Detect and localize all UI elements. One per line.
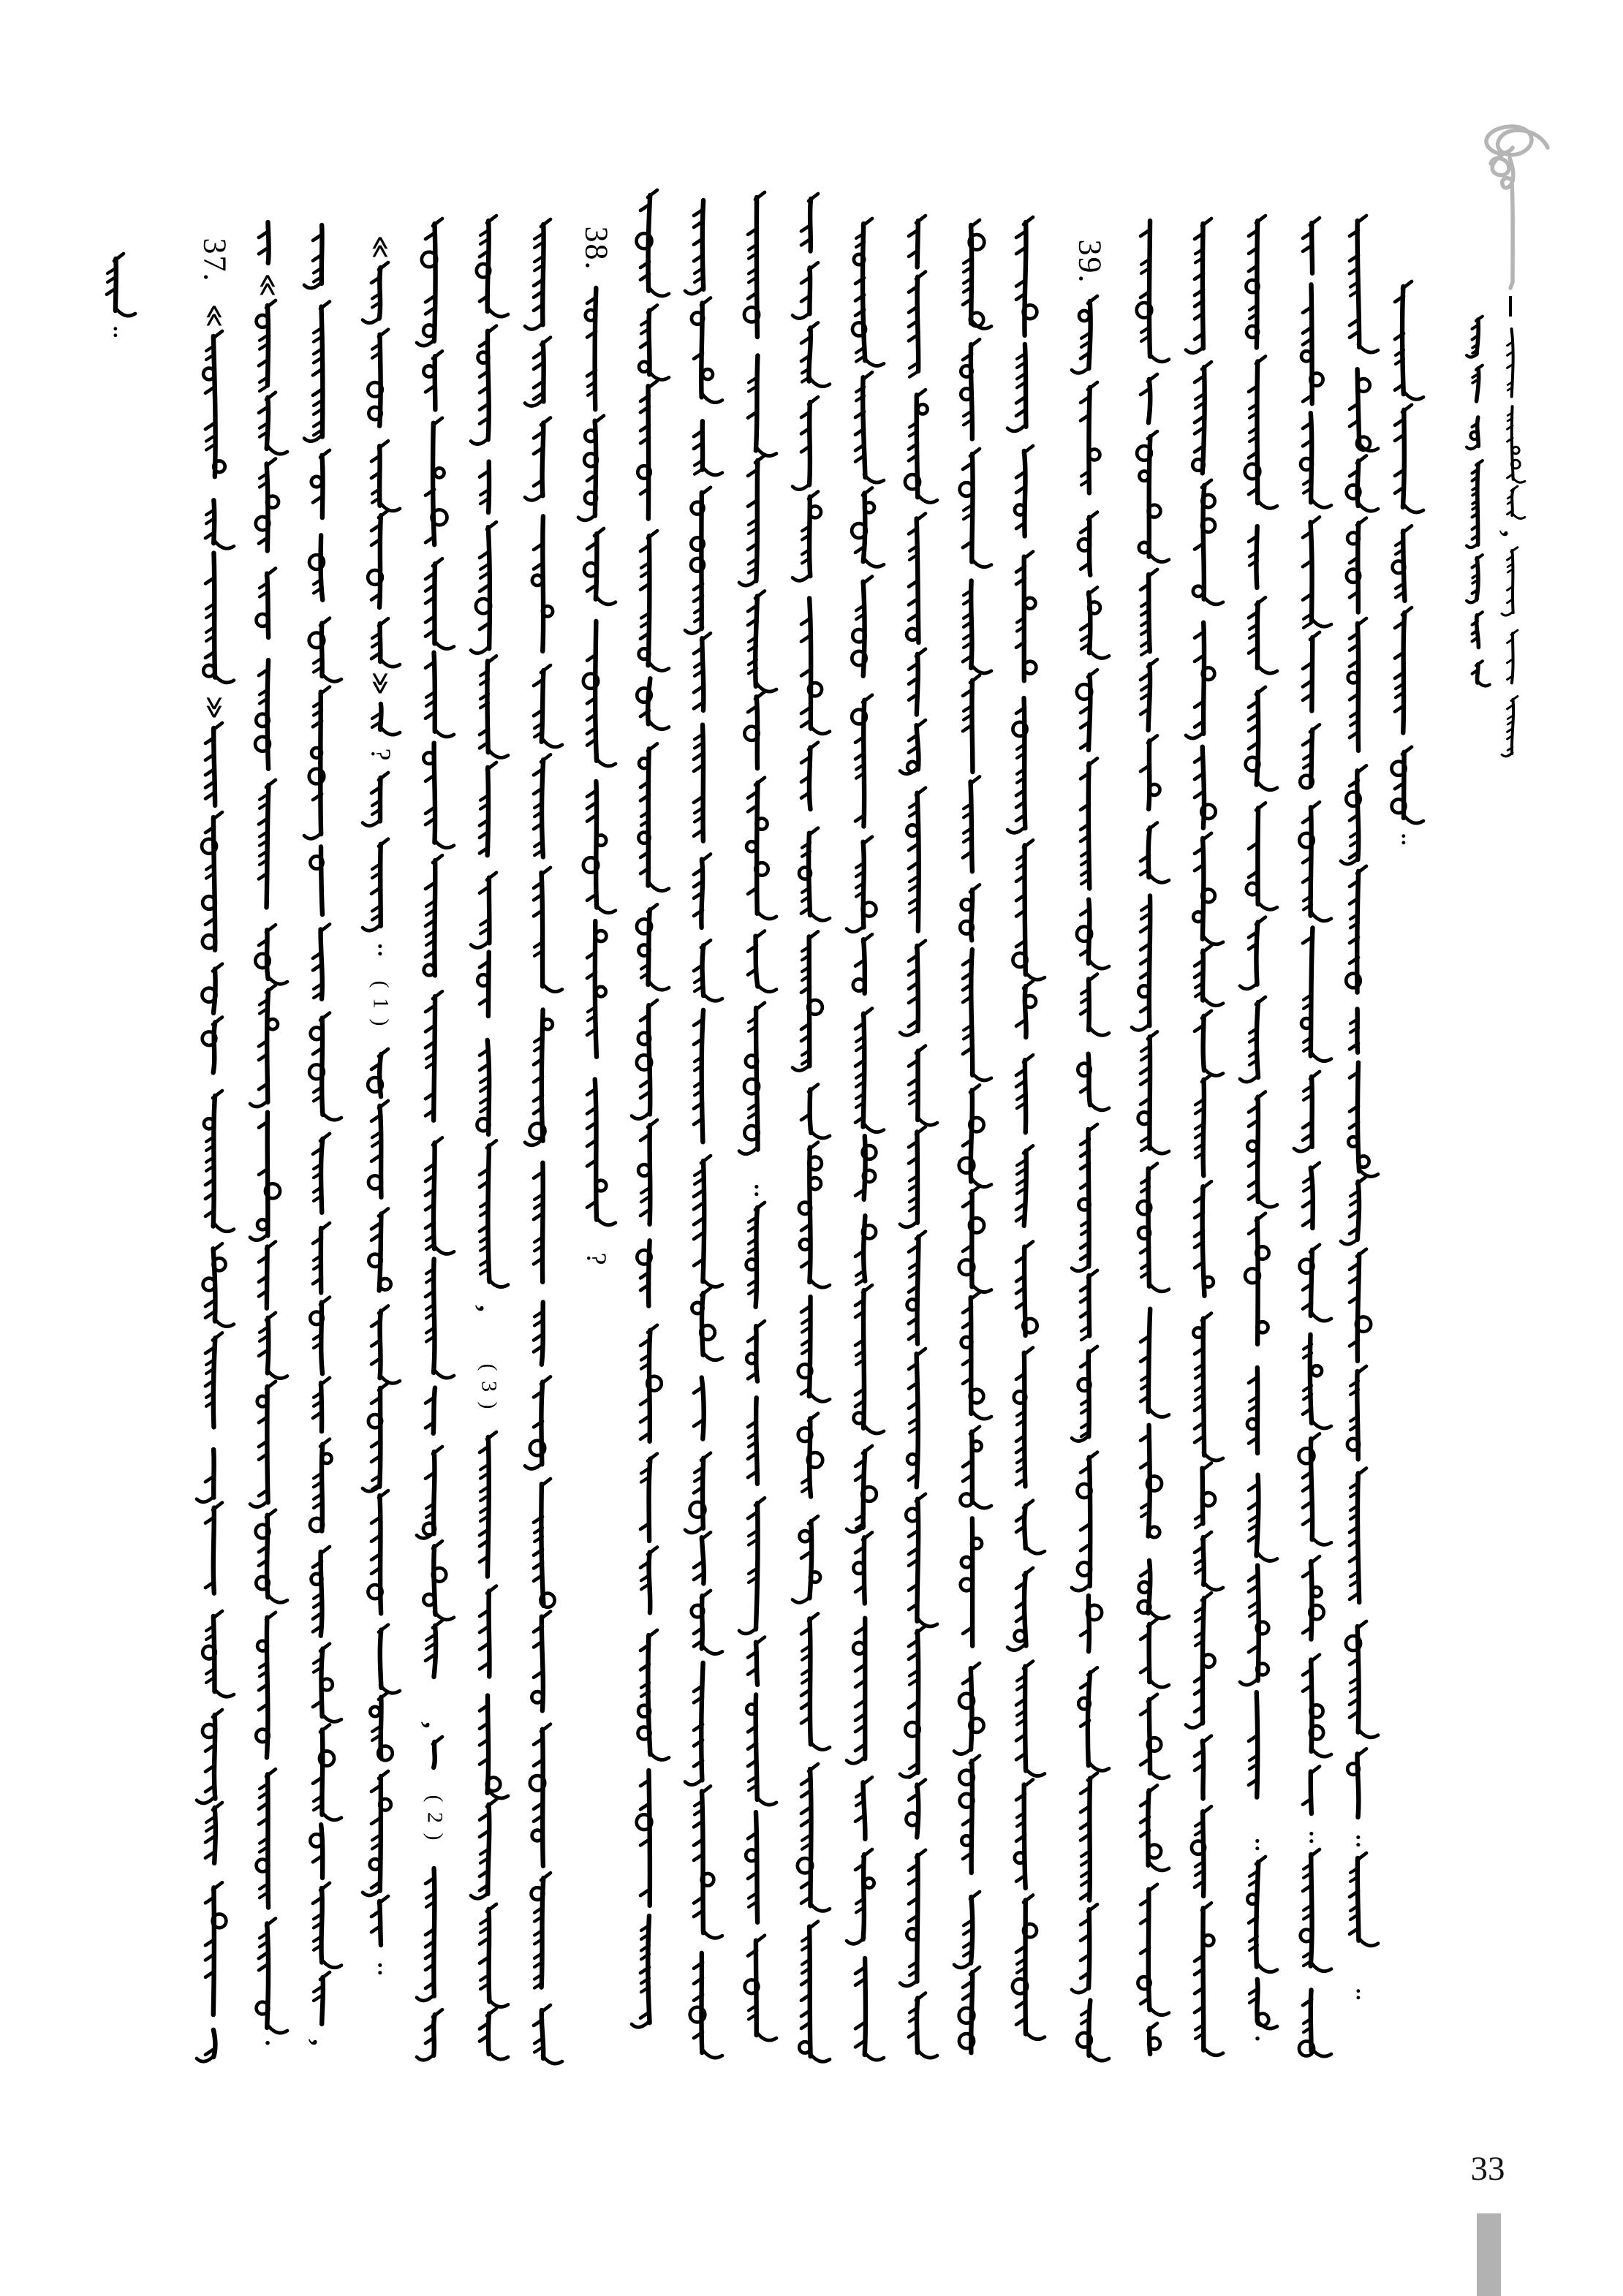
list-mark: ( 3 ) — [476, 1363, 501, 1412]
item-number-label: 38. — [578, 226, 614, 271]
flourish-ornament-icon — [1466, 115, 1561, 291]
question-mark: ? — [365, 748, 396, 761]
mongolian-text-column — [730, 196, 783, 2058]
footer-bar — [1477, 2213, 1501, 2296]
comma-mark: , — [419, 1721, 450, 1729]
comma-mark: , — [473, 1305, 504, 1312]
mongolian-script-strokes — [516, 223, 569, 2061]
mongolian-text-column — [570, 219, 622, 1278]
mongolian-text-column — [462, 219, 515, 2057]
fullstop-mark: : — [1355, 1980, 1362, 2004]
mongolian-text-column — [1177, 222, 1230, 2060]
guillemet-open-mark: ≪ — [255, 273, 281, 297]
mongolian-text-column — [784, 197, 836, 2061]
list-mark: ( 1 ) — [368, 980, 393, 1028]
mongolian-text-column — [516, 223, 569, 2061]
mongolian-script-strokes — [891, 219, 944, 2056]
colon-mark: : — [1307, 1822, 1316, 1848]
mongolian-text-column — [945, 224, 998, 2060]
header-dash — [1509, 296, 1512, 317]
item-number-label: 37. — [197, 238, 232, 283]
mongolian-text-column — [241, 221, 294, 2056]
fullstop-mark: : — [112, 318, 119, 342]
mongolian-script-strokes — [623, 194, 676, 2060]
mongolian-text-column — [676, 199, 729, 2056]
mongolian-script-strokes — [354, 219, 406, 1982]
mongolian-script-strokes — [945, 224, 998, 2060]
colon-mark: : — [752, 1175, 761, 1201]
mongolian-script-strokes — [188, 231, 241, 2060]
mongolian-text-column — [1063, 232, 1116, 2058]
mongolian-text-column — [999, 221, 1051, 2058]
mongolian-script-strokes — [570, 219, 622, 1278]
mongolian-script-strokes — [1231, 219, 1284, 2056]
question-mark: ? — [580, 1252, 611, 1265]
colon-mark: : — [1354, 1825, 1363, 1852]
colon-mark: : — [376, 1953, 385, 1979]
mongolian-text-column — [891, 219, 944, 2056]
guillemet-close-mark: ≫ — [202, 696, 227, 719]
mongolian-script-strokes — [1285, 221, 1338, 2054]
mongolian-text-column — [408, 222, 461, 2058]
mongolian-script-strokes — [730, 196, 783, 2058]
comma-mark: , — [1497, 530, 1528, 537]
mongolian-script-strokes — [999, 221, 1051, 2058]
mongolian-text-column — [1377, 285, 1430, 849]
page-number: 33 — [1470, 2150, 1505, 2188]
mongolian-text-column — [188, 231, 241, 2060]
middot-mark: · — [1253, 2026, 1262, 2053]
mongolian-script-strokes — [295, 224, 348, 2063]
mongolian-text-column — [623, 194, 676, 2060]
middot-mark: · — [263, 2030, 272, 2057]
comma-mark: , — [306, 2039, 337, 2046]
guillemet-close-mark: ≫ — [368, 672, 393, 695]
mongolian-script-strokes — [1486, 327, 1539, 757]
guillemet-open-mark: ≪ — [368, 235, 393, 259]
mongolian-script-strokes — [89, 257, 142, 342]
item-number-label: 39. — [1072, 239, 1108, 284]
mongolian-script-strokes — [1177, 222, 1230, 2060]
mongolian-script-strokes — [838, 222, 890, 2058]
mongolian-script-strokes — [1377, 285, 1430, 849]
mongolian-script-strokes — [1063, 232, 1116, 2058]
list-mark: ( 2 ) — [422, 1795, 447, 1843]
colon-mark: : — [376, 934, 385, 961]
mongolian-text-column — [838, 222, 890, 2058]
mongolian-text-column — [1231, 219, 1284, 2056]
mongolian-script-strokes — [462, 219, 515, 2057]
colon-mark: : — [1253, 1829, 1262, 1855]
header-title-column — [1486, 327, 1539, 757]
mongolian-script-strokes — [784, 197, 836, 2061]
mongolian-text-column — [295, 224, 348, 2063]
mongolian-script-strokes — [676, 199, 729, 2056]
mongolian-text-column — [89, 257, 142, 342]
mongolian-script-strokes — [1123, 219, 1176, 2057]
mongolian-text-column — [1285, 221, 1338, 2054]
guillemet-open-mark: ≪ — [202, 304, 227, 327]
mongolian-script-strokes — [408, 222, 461, 2058]
mongolian-script-strokes — [241, 221, 294, 2056]
mongolian-text-column — [354, 219, 406, 1982]
mongolian-text-column — [1123, 219, 1176, 2057]
fullstop-mark: : — [1400, 825, 1407, 849]
